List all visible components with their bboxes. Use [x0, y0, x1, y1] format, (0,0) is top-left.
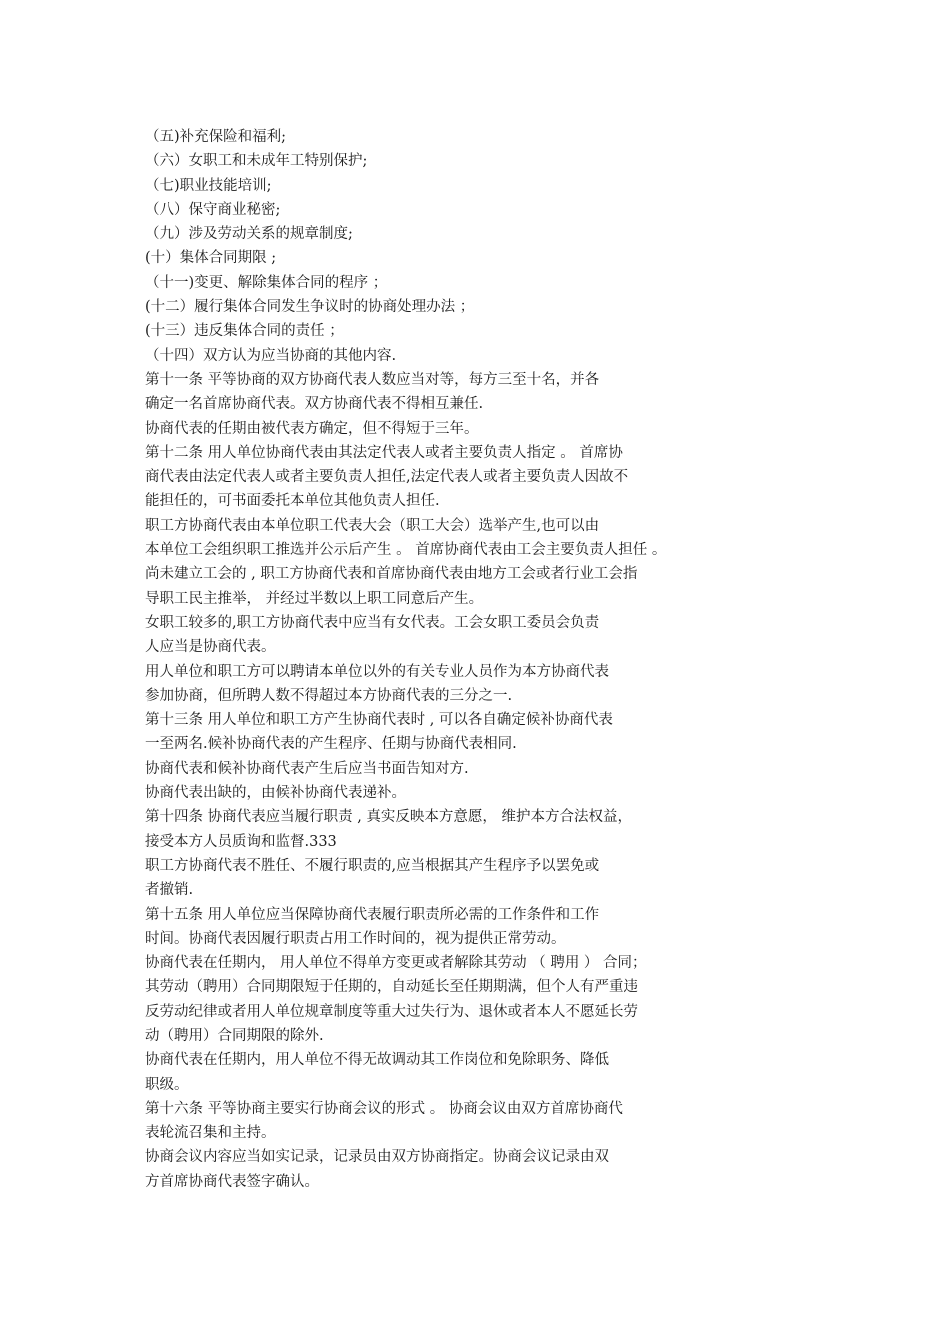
text-line: 用人单位和职工方可以聘请本单位以外的有关专业人员作为本方协商代表: [145, 663, 609, 680]
text-line: 职级。: [145, 1076, 189, 1093]
text-line: (十）集体合同期限 ;: [145, 250, 277, 267]
text-line: （七)职业技能培训;: [145, 177, 272, 194]
text-line: 人应当是协商代表。: [145, 639, 276, 656]
text-line: 表轮流召集和主持。: [145, 1125, 276, 1142]
text-line: 一至两名.候补协商代表的产生程序、任期与协商代表相同.: [145, 736, 517, 753]
text-line: 第十二条 用人单位协商代表由其法定代表人或者主要负责人指定 。 首席协: [145, 444, 623, 461]
text-line: (十二）履行集体合同发生争议时的协商处理办法 ；: [145, 299, 475, 316]
text-line: 接受本方人员质询和监督.333: [145, 833, 337, 850]
text-line: （六）女职工和未成年工特别保护;: [145, 153, 368, 170]
text-line: 商代表由法定代表人或者主要负责人担任,法定代表人或者主要负责人因故不: [145, 469, 629, 486]
document-body: [145, 125, 785, 1194]
text-line: 协商代表在任期内， 用人单位不得单方变更或者解除其劳动 （ 聘用 ） 合同；: [145, 955, 647, 972]
text-line: 导职工民主推举， 并经过半数以上职工同意后产生。: [145, 590, 484, 607]
text-line: 者撤销.: [145, 882, 194, 899]
text-line: 第十六条 平等协商主要实行协商会议的形式 。 协商会议由双方首席协商代: [145, 1100, 623, 1117]
text-line: 反劳动纪律或者用人单位规章制度等重大过失行为、退休或者本人不愿延长劳: [145, 1003, 638, 1020]
text-line: 方首席协商代表签字确认。: [145, 1173, 319, 1190]
text-line: 协商代表出缺的，由候补协商代表递补。: [145, 785, 406, 802]
text-line: 能担任的，可书面委托本单位其他负责人担任.: [145, 493, 440, 510]
text-line: （十一)变更、解除集体合同的程序 ；: [145, 274, 388, 291]
text-line: 协商会议内容应当如实记录，记录员由双方协商指定。协商会议记录由双: [145, 1149, 609, 1166]
text-line: (十三）违反集体合同的责任 ；: [145, 323, 344, 340]
text-line: 协商代表的任期由被代表方确定，但不得短于三年。: [145, 420, 479, 437]
text-line: 协商代表和候补协商代表产生后应当书面告知对方.: [145, 760, 469, 777]
text-line: 确定一名首席协商代表。双方协商代表不得相互兼任.: [145, 396, 484, 413]
text-line: 第十五条 用人单位应当保障协商代表履行职责所必需的工作条件和工作: [145, 906, 600, 923]
text-line: 第十三条 用人单位和职工方产生协商代表时 , 可以各自确定候补协商代表: [145, 712, 613, 729]
text-line: 参加协商，但所聘人数不得超过本方协商代表的三分之一.: [145, 687, 513, 704]
text-line: （五)补充保险和福利;: [145, 129, 287, 145]
text-line: （九）涉及劳动关系的规章制度;: [145, 226, 353, 243]
text-line: 尚未建立工会的 , 职工方协商代表和首席协商代表由地方工会或者行业工会指: [145, 566, 638, 583]
text-line: （八）保守商业秘密;: [145, 201, 281, 218]
text-line: （十四）双方认为应当协商的其他内容.: [145, 347, 397, 364]
text-line: 其劳动（聘用）合同期限短于任期的，自动延长至任期期满，但个人有严重违: [145, 979, 638, 996]
text-line: 动（聘用）合同期限的除外.: [145, 1027, 324, 1044]
text-line: 女职工较多的,职工方协商代表中应当有女代表。工会女职工委员会负责: [145, 614, 600, 631]
text-line: 时间。协商代表因履行职责占用工作时间的，视为提供正常劳动。: [145, 930, 566, 947]
text-line: 第十四条 协商代表应当履行职责 , 真实反映本方意愿， 维护本方合法权益，: [145, 809, 633, 826]
text-line: 本单位工会组织职工推选并公示后产生 。 首席协商代表由工会主要负责人担任 。: [145, 542, 667, 559]
text-line: 第十一条 平等协商的双方协商代表人数应当对等，每方三至十名，并各: [145, 371, 600, 388]
text-line: 协商代表在任期内，用人单位不得无故调动其工作岗位和免除职务、降低: [145, 1052, 609, 1069]
text-line: 职工方协商代表不胜任、不履行职责的,应当根据其产生程序予以罢免或: [145, 857, 600, 874]
text-line: 职工方协商代表由本单位职工代表大会（职工大会）选举产生,也可以由: [145, 517, 600, 534]
